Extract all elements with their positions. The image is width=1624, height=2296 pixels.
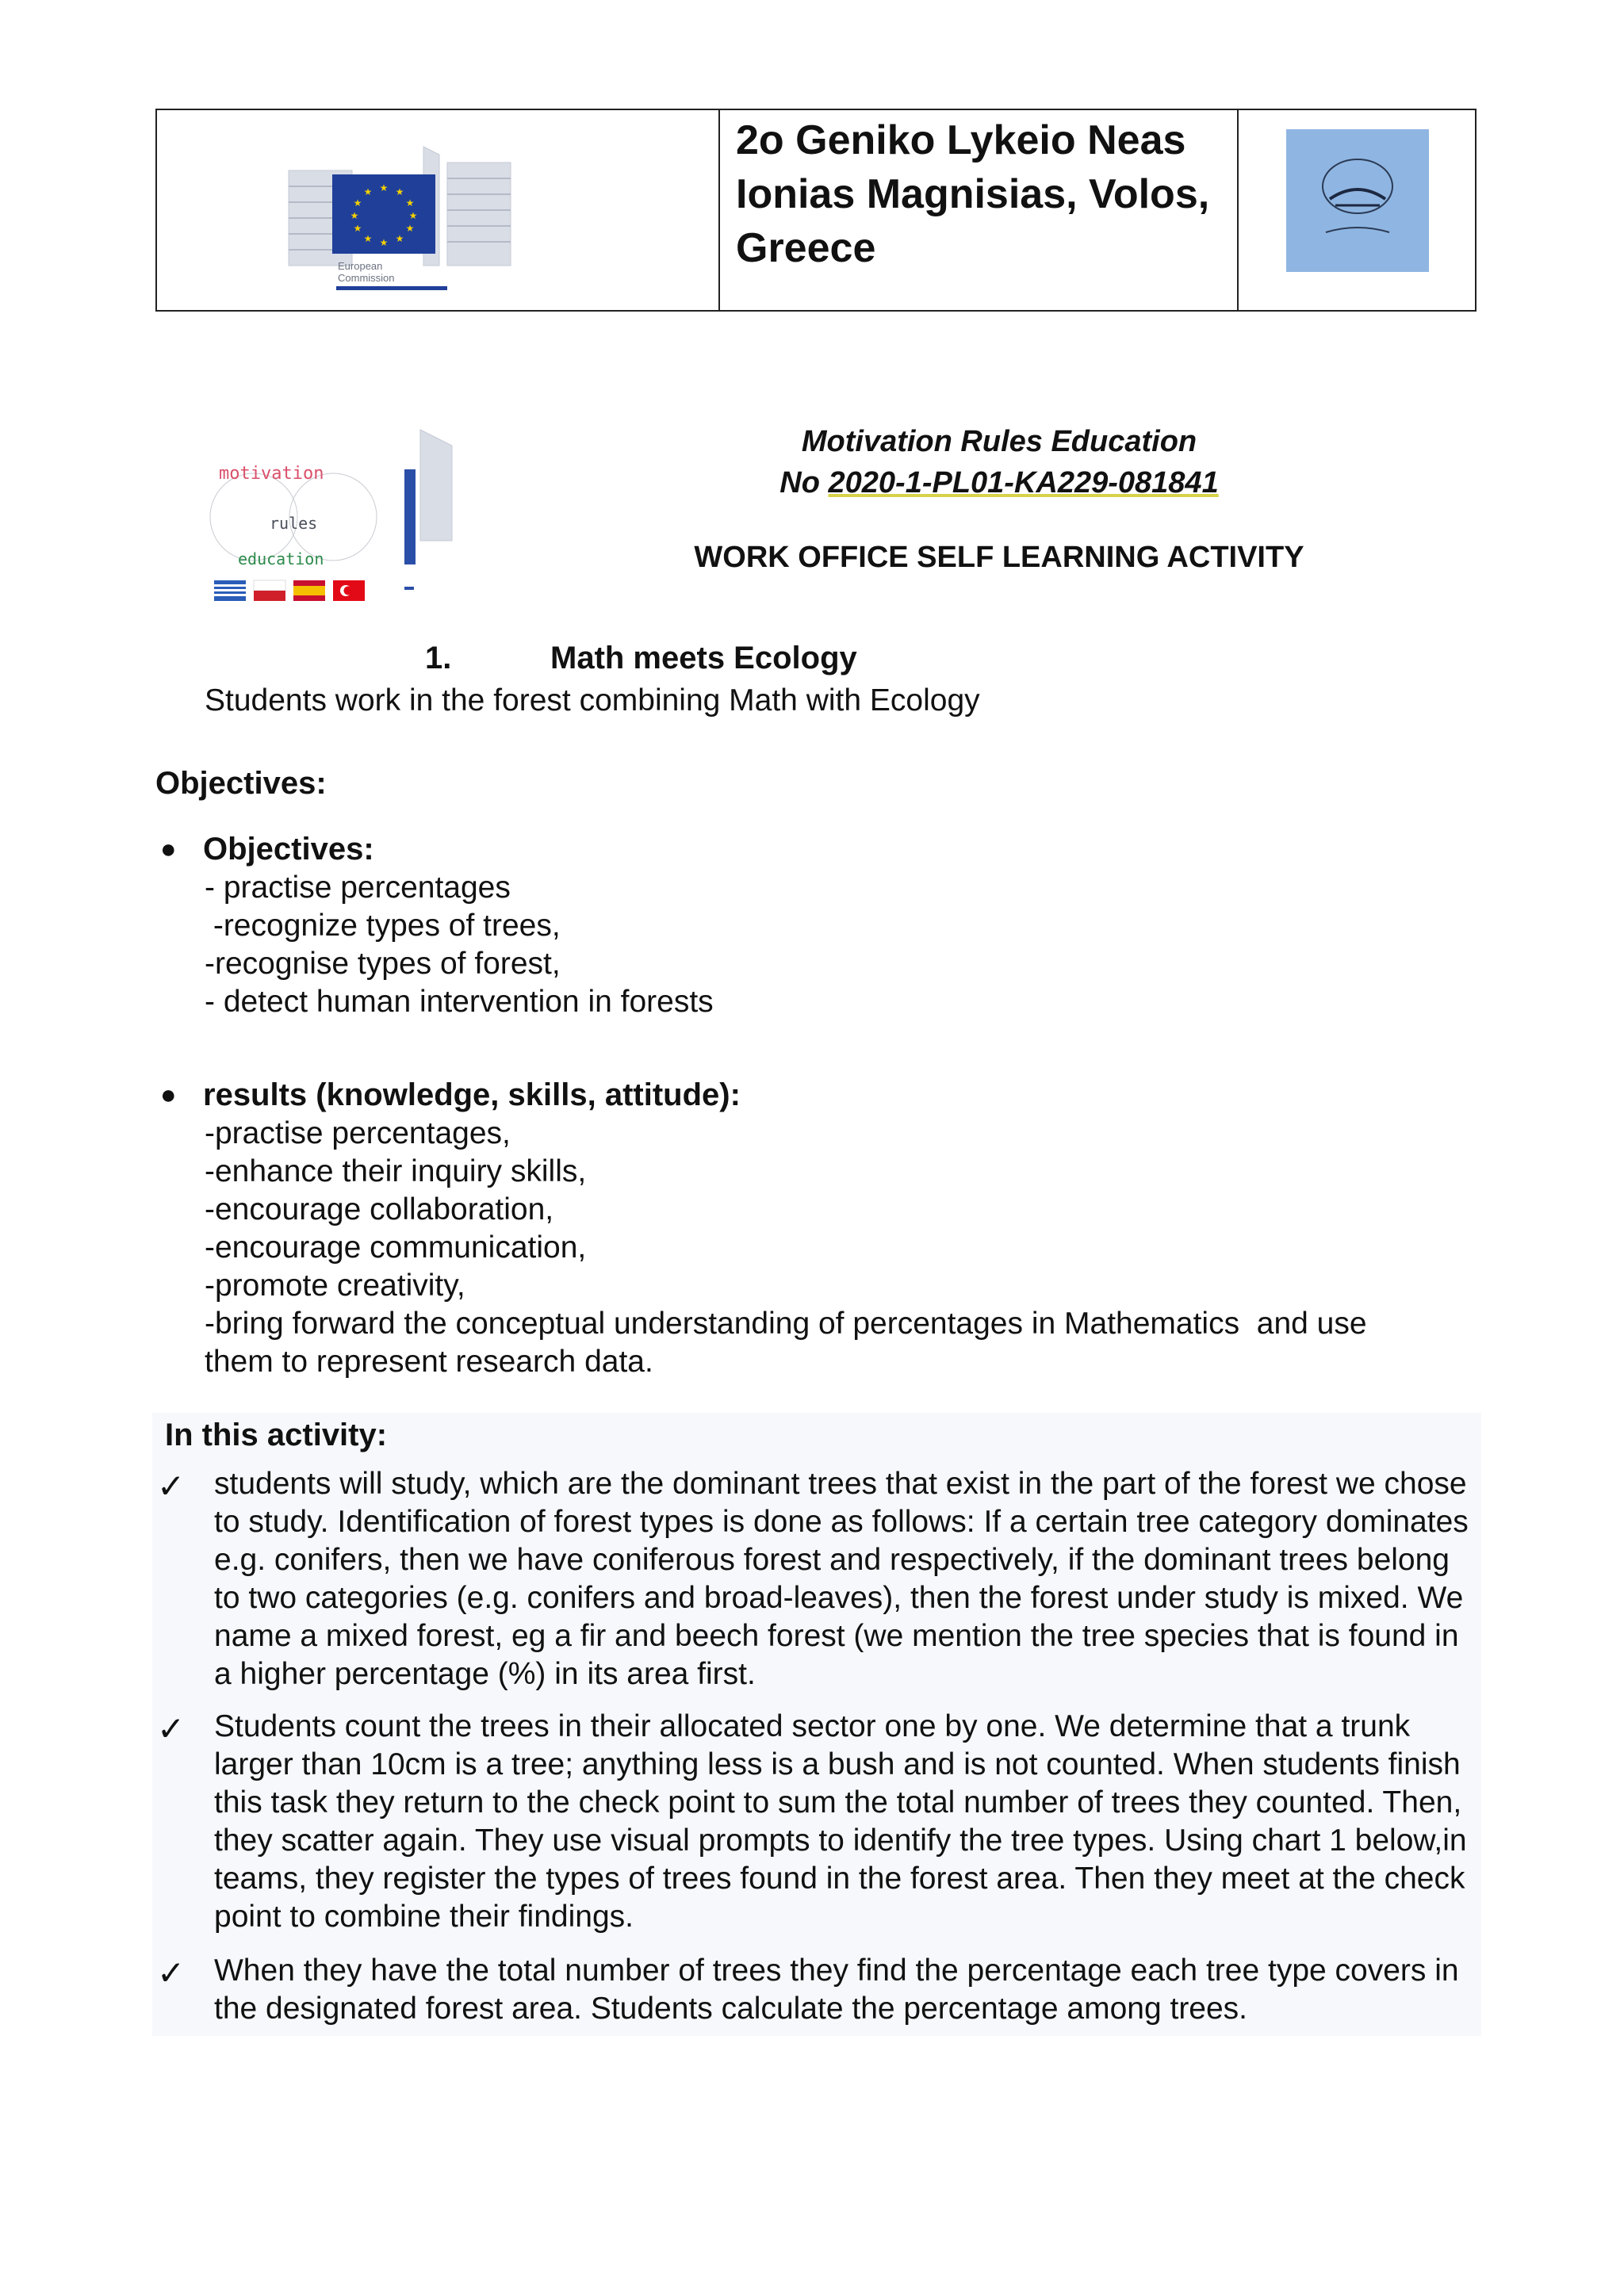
project-number-prefix: No [779, 466, 820, 499]
bullet-line: -promote creativity, [205, 1269, 465, 1303]
objectives-bullet [155, 829, 1503, 1021]
bullet-line: -encourage communication, [205, 1230, 587, 1265]
bullet-line: -enhance their inquiry skills, [205, 1154, 587, 1188]
bullet-line: -recognize types of trees, [205, 909, 561, 943]
svg-text:★: ★ [363, 186, 373, 197]
svg-text:★: ★ [405, 223, 415, 234]
results-bullet [155, 1075, 1503, 1381]
svg-text:★: ★ [395, 233, 404, 244]
checkmark-icon: ✓ [157, 1467, 186, 1506]
checkmark-icon: ✓ [157, 1709, 186, 1748]
bullet-line: - practise percentages [205, 871, 511, 905]
poland-flag-icon [254, 580, 285, 601]
activity-item-text: When they have the total number of trees they find the percentage each tree type covers in the designated forest area. Students calculate the percentage among trees. [214, 1954, 1459, 2026]
section-subtitle: Students work in the forest combining Math with Ecology [205, 683, 980, 718]
bullet-line: -practise percentages, [205, 1116, 511, 1150]
bullet-header [155, 829, 1503, 869]
bullet-line: -bring forward the conceptual understanding of percentages in Mathematics and use [205, 1307, 1367, 1341]
bullet-dot-icon: ● [160, 1080, 177, 1110]
svg-text:★: ★ [363, 233, 373, 244]
bullet-line: -encourage collaboration, [205, 1192, 554, 1226]
european-commission-logo [281, 139, 519, 297]
svg-text:★: ★ [408, 210, 418, 221]
objectives-heading: Objectives: [155, 766, 327, 801]
logo-word-motivation: motivation [219, 464, 324, 484]
school-badge-icon [1286, 129, 1429, 272]
svg-text:★: ★ [395, 186, 404, 197]
motivation-rules-education-logo [190, 422, 508, 620]
project-number-line [634, 466, 1364, 500]
bullet-label: Objectives: [203, 832, 374, 867]
logo-word-rules: rules [270, 514, 318, 533]
logo-word-education: education [238, 549, 324, 568]
school-name: 2o Geniko Lykeio Neas Ionias Magnisias, Volos, Greece [736, 117, 1210, 271]
activity-item-text: Students count the trees in their allocated sector one by one. We determine that a trunk larger than 10cm is a tree; anything less is a bush and is not counted. When students finish this task they return to the check point to sum the total number of trees they counted. Then, they scatter again. They use visual prompts to identify the tree types. Using chart 1 below,in teams, they register the types of trees found in the forest area. Then they meet at the check point to combine their findings. [214, 1709, 1467, 1934]
header-school-cell [720, 110, 1239, 310]
greece-flag-icon [214, 580, 246, 601]
activity-panel-title: In this activity: [165, 1418, 388, 1452]
activity-panel [152, 1413, 1481, 2036]
bullet-dot-icon: ● [160, 834, 177, 864]
activity-title: WORK OFFICE SELF LEARNING ACTIVITY [694, 541, 1304, 574]
svg-text:★: ★ [379, 182, 389, 193]
header-table [155, 109, 1477, 312]
header-logo-cell [157, 110, 720, 310]
svg-text:★: ★ [353, 197, 362, 209]
bullet-line: - detect human intervention in forests [205, 985, 714, 1019]
project-number: 2020-1-PL01-KA229-081841 [828, 466, 1219, 499]
svg-text:★: ★ [350, 210, 359, 221]
section-title: Math meets Ecology [550, 641, 857, 675]
svg-text:★: ★ [353, 223, 362, 234]
project-name: Motivation Rules Education [801, 425, 1197, 458]
bullet-label: results (knowledge, skills, attitude): [203, 1077, 741, 1112]
section-number: 1. [425, 641, 452, 675]
bullet-header [155, 1075, 1503, 1115]
svg-text:Commission: Commission [338, 272, 395, 284]
bullet-line: -recognise types of forest, [205, 947, 561, 981]
svg-text:★: ★ [405, 197, 415, 209]
turkey-flag-icon [333, 580, 365, 601]
activity-item-text: students will study, which are the dominant trees that exist in the part of the forest we chose to study. Identification of forest types is done as follows: If a certain tree category dominates e.g. conifers, then we have coniferous forest and respectively, if the dominant trees belong to two categories (e.g. conifers and broad-leaves), then the forest under study is mixed. We name a mixed forest, eg a fir and beech forest (we mention the tree species that is found in a higher percentage (%) in its area first. [214, 1467, 1469, 1691]
checkmark-icon: ✓ [157, 1954, 186, 1992]
spain-flag-icon [293, 580, 325, 601]
bullet-line: them to represent research data. [205, 1345, 653, 1379]
header-badge-cell [1239, 110, 1475, 310]
svg-text:★: ★ [379, 237, 389, 248]
svg-text:European: European [338, 260, 383, 272]
